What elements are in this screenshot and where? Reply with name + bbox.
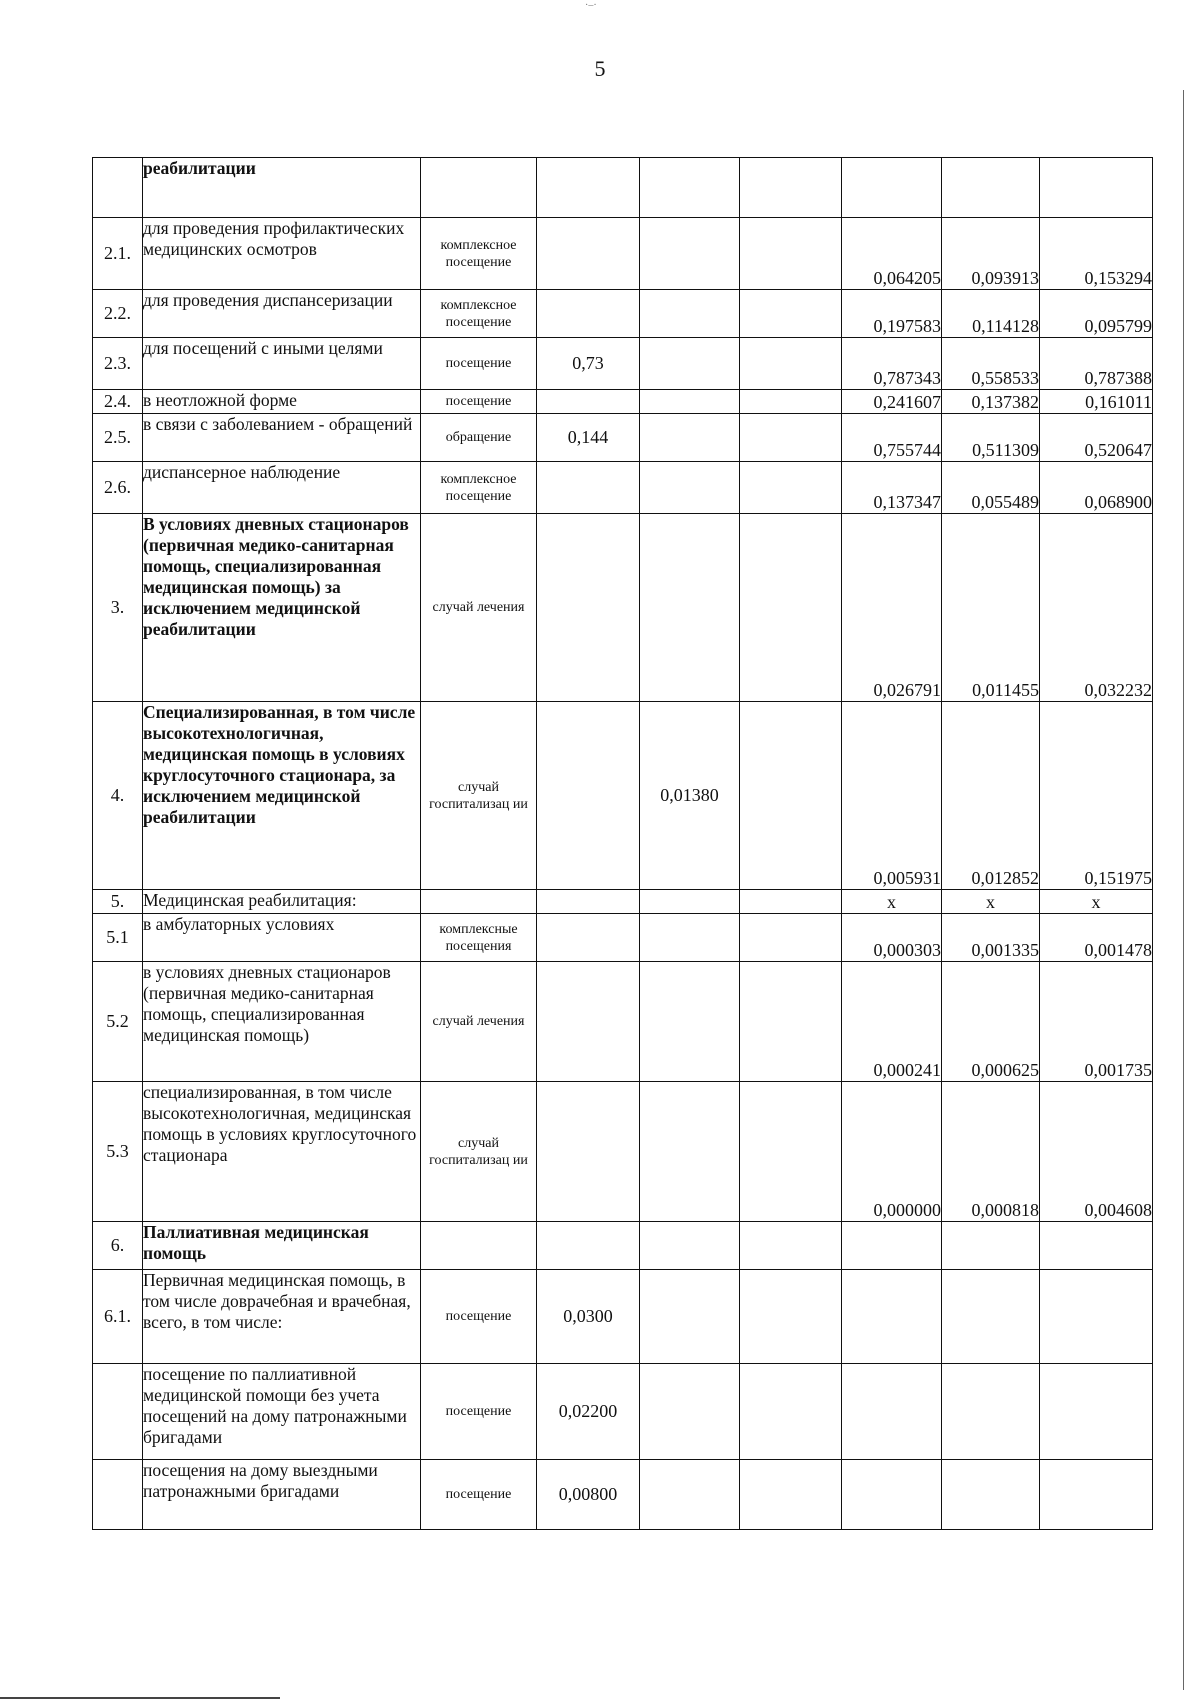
row-number: 2.4.: [93, 390, 143, 414]
row-name: специализированная, в том числе высокотехнологичная, медицинская помощь в условиях круглосуточного стационара: [143, 1082, 421, 1222]
empty-cell: [740, 218, 842, 290]
coef-cell-3: x: [1040, 890, 1153, 914]
value-cell-1: [537, 914, 640, 962]
coef-cell-1: [842, 1460, 942, 1530]
table-row: [93, 390, 1153, 414]
row-name: Первичная медицинская помощь, в том числе доврачебная и врачебная, всего, в том числе:: [143, 1270, 421, 1364]
value-cell-1: [537, 890, 640, 914]
row-number: 2.2.: [93, 290, 143, 338]
unit-of-measure: комплексное посещение: [421, 462, 537, 514]
coef-cell-3: 0,787388: [1040, 338, 1153, 390]
value-cell-1: [537, 1082, 640, 1222]
value-cell-2: [640, 462, 740, 514]
table-row: [93, 914, 1153, 962]
coef-cell-3: 0,068900: [1040, 462, 1153, 514]
coef-cell-2: [942, 1270, 1040, 1364]
row-number: [93, 1460, 143, 1530]
coef-cell-1: [842, 1222, 942, 1270]
coef-cell-3: 0,095799: [1040, 290, 1153, 338]
value-cell-1: [537, 290, 640, 338]
table-row: [93, 290, 1153, 338]
coef-cell-3: 0,001478: [1040, 914, 1153, 962]
coef-cell-2: 0,137382: [942, 390, 1040, 414]
empty-cell: [740, 338, 842, 390]
coef-cell-1: 0,787343: [842, 338, 942, 390]
coef-cell-3: 0,520647: [1040, 414, 1153, 462]
value-cell-2: [640, 1082, 740, 1222]
value-cell-2: [640, 1364, 740, 1460]
unit-of-measure: посещение: [421, 390, 537, 414]
table-row: [93, 1082, 1153, 1222]
coef-cell-3: [1040, 158, 1153, 218]
value-cell-2: [640, 414, 740, 462]
table-row: [93, 414, 1153, 462]
coef-cell-2: [942, 1364, 1040, 1460]
row-number: 6.: [93, 1222, 143, 1270]
coef-cell-2: 0,011455: [942, 514, 1040, 702]
coef-cell-1: 0,197583: [842, 290, 942, 338]
row-number: 5.2: [93, 962, 143, 1082]
row-name: реабилитации: [143, 158, 421, 218]
coef-cell-2: 0,055489: [942, 462, 1040, 514]
unit-of-measure: посещение: [421, 338, 537, 390]
row-name: посещения на дому выездными патронажными бригадами: [143, 1460, 421, 1530]
coef-cell-1: [842, 158, 942, 218]
value-cell-1: [537, 462, 640, 514]
value-cell-2: [640, 962, 740, 1082]
table-row: [93, 962, 1153, 1082]
empty-cell: [740, 1460, 842, 1530]
value-cell-1: [537, 390, 640, 414]
page-number: 5: [594, 56, 606, 81]
row-name: Паллиативная медицинская помощь: [143, 1222, 421, 1270]
coef-cell-3: 0,161011: [1040, 390, 1153, 414]
empty-cell: [740, 514, 842, 702]
value-cell-2: [640, 218, 740, 290]
value-cell-2: [640, 1460, 740, 1530]
value-cell-1: 0,02200: [537, 1364, 640, 1460]
unit-of-measure: случай лечения: [421, 514, 537, 702]
unit-of-measure: [421, 1222, 537, 1270]
coef-cell-2: 0,012852: [942, 702, 1040, 890]
coef-cell-1: [842, 1270, 942, 1364]
unit-of-measure: [421, 158, 537, 218]
volumes-table: [92, 157, 1153, 1530]
coef-cell-2: 0,114128: [942, 290, 1040, 338]
row-name: для посещений с иными целями: [143, 338, 421, 390]
empty-cell: [740, 1270, 842, 1364]
coef-cell-1: 0,000241: [842, 962, 942, 1082]
row-name: в неотложной форме: [143, 390, 421, 414]
unit-of-measure: комплексные посещения: [421, 914, 537, 962]
row-name: Медицинская реабилитация:: [143, 890, 421, 914]
coef-cell-1: 0,137347: [842, 462, 942, 514]
coef-cell-1: 0,755744: [842, 414, 942, 462]
coef-cell-1: 0,026791: [842, 514, 942, 702]
unit-of-measure: посещение: [421, 1460, 537, 1530]
empty-cell: [740, 914, 842, 962]
scan-edge-line: [1183, 90, 1184, 1690]
coef-cell-3: [1040, 1270, 1153, 1364]
unit-of-measure: комплексное посещение: [421, 218, 537, 290]
table-row: [93, 702, 1153, 890]
empty-cell: [740, 1222, 842, 1270]
table-row: [93, 1222, 1153, 1270]
coef-cell-1: [842, 1364, 942, 1460]
row-number: 2.1.: [93, 218, 143, 290]
coef-cell-1: 0,064205: [842, 218, 942, 290]
row-number: 5.: [93, 890, 143, 914]
value-cell-1: 0,73: [537, 338, 640, 390]
empty-cell: [740, 962, 842, 1082]
value-cell-2: [640, 890, 740, 914]
coef-cell-3: [1040, 1460, 1153, 1530]
value-cell-2: [640, 1222, 740, 1270]
unit-of-measure: случай госпитализац ии: [421, 702, 537, 890]
coef-cell-2: 0,093913: [942, 218, 1040, 290]
value-cell-1: [537, 1222, 640, 1270]
coef-cell-3: 0,153294: [1040, 218, 1153, 290]
value-cell-2: [640, 1270, 740, 1364]
value-cell-2: [640, 290, 740, 338]
scan-edge-line-bottom: [0, 1697, 280, 1699]
coef-cell-2: 0,000625: [942, 962, 1040, 1082]
empty-cell: [740, 1082, 842, 1222]
value-cell-1: [537, 158, 640, 218]
empty-cell: [740, 290, 842, 338]
value-cell-1: 0,144: [537, 414, 640, 462]
row-number: 2.3.: [93, 338, 143, 390]
row-number: 5.1: [93, 914, 143, 962]
coef-cell-1: 0,000303: [842, 914, 942, 962]
coef-cell-3: 0,032232: [1040, 514, 1153, 702]
scan-artifact: ·–·: [585, 0, 597, 11]
table-row: [93, 514, 1153, 702]
empty-cell: [740, 390, 842, 414]
unit-of-measure: посещение: [421, 1364, 537, 1460]
empty-cell: [740, 890, 842, 914]
empty-cell: [740, 158, 842, 218]
value-cell-1: 0,0300: [537, 1270, 640, 1364]
unit-of-measure: случай лечения: [421, 962, 537, 1082]
row-name: в амбулаторных условиях: [143, 914, 421, 962]
row-number: [93, 1364, 143, 1460]
row-name: для проведения диспансеризации: [143, 290, 421, 338]
table-row: [93, 1270, 1153, 1364]
table-row: [93, 1364, 1153, 1460]
unit-of-measure: комплексное посещение: [421, 290, 537, 338]
value-cell-2: 0,01380: [640, 702, 740, 890]
value-cell-2: [640, 158, 740, 218]
empty-cell: [740, 414, 842, 462]
row-name: Специализированная, в том числе высокотехнологичная, медицинская помощь в условиях круглосуточного стационара, за исключением медицинской реабилитации: [143, 702, 421, 890]
value-cell-1: [537, 514, 640, 702]
value-cell-1: [537, 218, 640, 290]
row-name: посещение по паллиативной медицинской помощи без учета посещений на дому патронажными бригадами: [143, 1364, 421, 1460]
row-name: для проведения профилактических медицинских осмотров: [143, 218, 421, 290]
row-number: [93, 158, 143, 218]
value-cell-1: [537, 702, 640, 890]
coef-cell-2: [942, 1460, 1040, 1530]
coef-cell-3: 0,151975: [1040, 702, 1153, 890]
row-number: 6.1.: [93, 1270, 143, 1364]
coef-cell-2: 0,001335: [942, 914, 1040, 962]
coef-cell-2: [942, 158, 1040, 218]
table-row: [93, 158, 1153, 218]
empty-cell: [740, 462, 842, 514]
row-name: в связи с заболеванием - обращений: [143, 414, 421, 462]
row-number: 2.5.: [93, 414, 143, 462]
table-row: [93, 1460, 1153, 1530]
coef-cell-2: 0,000818: [942, 1082, 1040, 1222]
coef-cell-1: 0,000000: [842, 1082, 942, 1222]
row-number: 5.3: [93, 1082, 143, 1222]
coef-cell-3: [1040, 1222, 1153, 1270]
coef-cell-1: x: [842, 890, 942, 914]
unit-of-measure: случай госпитализац ии: [421, 1082, 537, 1222]
coef-cell-1: 0,005931: [842, 702, 942, 890]
coef-cell-2: 0,558533: [942, 338, 1040, 390]
row-number: 4.: [93, 702, 143, 890]
table-row: [93, 462, 1153, 514]
value-cell-1: [537, 962, 640, 1082]
coef-cell-3: [1040, 1364, 1153, 1460]
value-cell-1: 0,00800: [537, 1460, 640, 1530]
value-cell-2: [640, 514, 740, 702]
empty-cell: [740, 1364, 842, 1460]
coef-cell-2: [942, 1222, 1040, 1270]
coef-cell-2: 0,511309: [942, 414, 1040, 462]
coef-cell-3: 0,001735: [1040, 962, 1153, 1082]
unit-of-measure: посещение: [421, 1270, 537, 1364]
unit-of-measure: обращение: [421, 414, 537, 462]
table-row: [93, 338, 1153, 390]
value-cell-2: [640, 390, 740, 414]
table-row: [93, 890, 1153, 914]
row-name: в условиях дневных стационаров (первичная медико-санитарная помощь, специализированная медицинская помощь): [143, 962, 421, 1082]
row-number: 3.: [93, 514, 143, 702]
row-name: В условиях дневных стационаров (первичная медико-санитарная помощь, специализированная медицинская помощь) за исключением медицинской реабилитации: [143, 514, 421, 702]
value-cell-2: [640, 338, 740, 390]
row-number: 2.6.: [93, 462, 143, 514]
row-name: диспансерное наблюдение: [143, 462, 421, 514]
value-cell-2: [640, 914, 740, 962]
coef-cell-2: x: [942, 890, 1040, 914]
coef-cell-3: 0,004608: [1040, 1082, 1153, 1222]
coef-cell-1: 0,241607: [842, 390, 942, 414]
empty-cell: [740, 702, 842, 890]
unit-of-measure: [421, 890, 537, 914]
table-row: [93, 218, 1153, 290]
